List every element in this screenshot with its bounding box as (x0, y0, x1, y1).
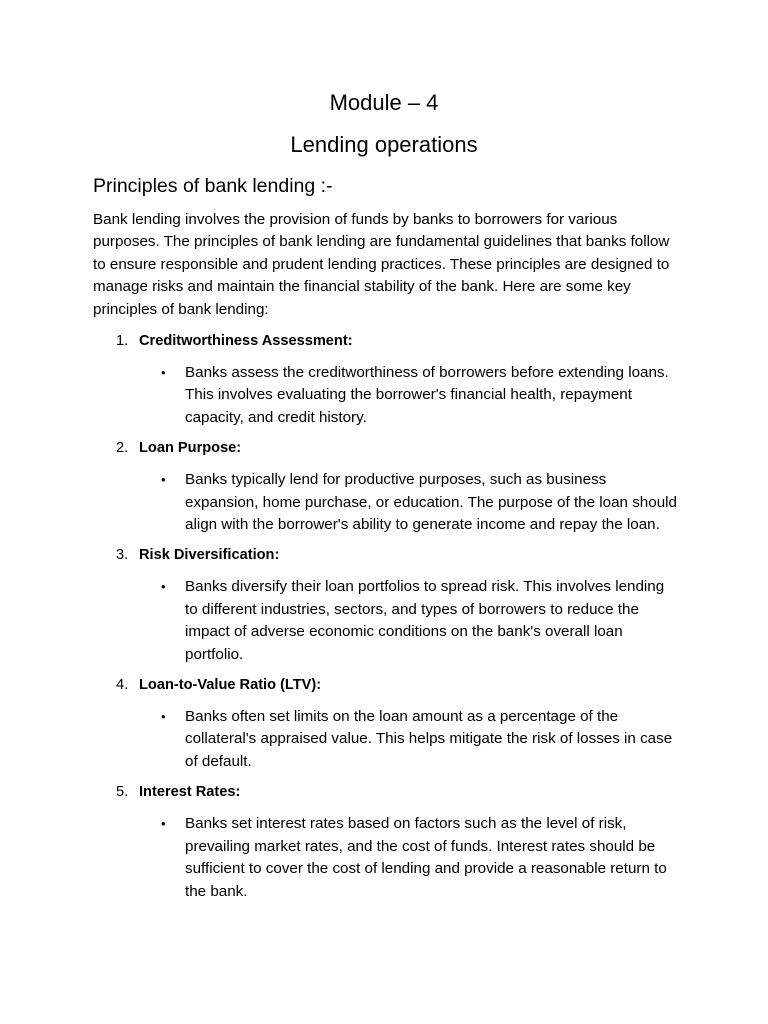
principle-header (93, 330, 683, 352)
principle-bullet (93, 362, 683, 429)
principle-header (93, 781, 683, 803)
principle-bullet (93, 813, 683, 903)
principle-text: Banks assess the creditworthiness of borrowers before extending loans. This involves evaluating the borrower's financial health, repayment capacity, and credit history. (185, 364, 669, 426)
principle-item (93, 674, 683, 773)
principle-bullet (93, 706, 683, 773)
principle-title: Loan Purpose: (139, 440, 242, 457)
principle-text: Banks typically lend for productive purposes, such as business expansion, home purchase, or education. The purpose of the loan should align with the borrower's ability to generate income and repay the loan. (185, 471, 677, 534)
principle-bullet (93, 576, 683, 666)
principle-text: Banks diversify their loan portfolios to spread risk. This involves lending to different industries, sectors, and types of borrowers to reduce the impact of adverse economic conditions on the bank's overall loan portfolio. (185, 578, 665, 663)
bullet-icon: • (161, 579, 166, 595)
intro-paragraph: Bank lending involves the provision of funds by banks to borrowers for various purposes. The principles of bank lending are fundamental guidelines that banks follow to ensure responsible and prudent lending practices. These principles are designed to manage risks and maintain the financial stability of the bank. Here are some key principles of bank lending: (93, 211, 670, 318)
principle-title: Risk Diversification: (139, 547, 280, 564)
principle-bullet (93, 469, 683, 536)
principle-text: Banks often set limits on the loan amount as a percentage of the collateral's appraised value. This helps mitigate the risk of losses in case of default. (185, 708, 673, 770)
bullet-icon: • (161, 816, 166, 832)
principle-item (93, 781, 683, 903)
principle-item (93, 544, 683, 666)
principles-list (93, 330, 683, 911)
principle-number: 4. (116, 677, 129, 694)
bullet-icon: • (161, 472, 166, 488)
principle-text: Banks set interest rates based on factors such as the level of risk, prevailing market rates, and the cost of funds. Interest rates should be sufficient to cover the cost of lending and provide a reasonable return to the bank. (185, 815, 667, 900)
section-heading: Principles of bank lending :- (93, 175, 333, 197)
bullet-icon: • (161, 365, 166, 380)
document-subtitle: Lending operations (290, 132, 478, 157)
principle-title: Creditworthiness Assessment: (139, 333, 353, 349)
bullet-icon: • (161, 709, 166, 725)
principle-number: 5. (116, 784, 129, 801)
principle-number: 2. (116, 440, 129, 457)
principle-header (93, 674, 683, 696)
principle-header (93, 544, 683, 566)
principle-title: Interest Rates: (139, 784, 241, 801)
principle-item (93, 437, 683, 536)
principle-item (93, 330, 683, 429)
principle-number: 1. (116, 333, 129, 349)
principle-number: 3. (116, 547, 129, 564)
principle-header (93, 437, 683, 459)
module-title: Module – 4 (329, 90, 439, 115)
principle-title: Loan-to-Value Ratio (LTV): (139, 677, 322, 694)
